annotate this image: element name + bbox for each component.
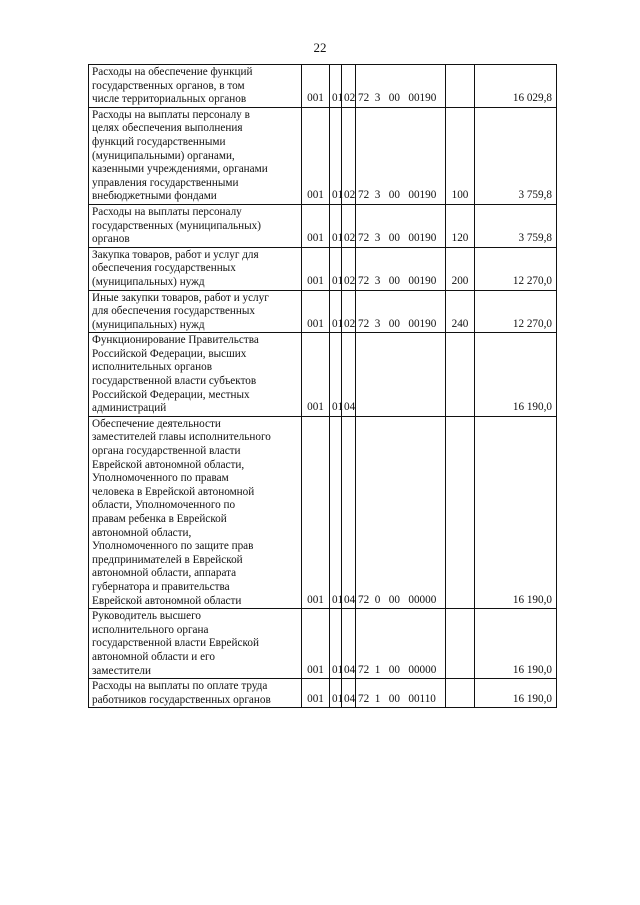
row-expense-type [446, 416, 475, 608]
row-amount: 3 759,8 [475, 107, 557, 204]
row-ministry-code: 001 [302, 333, 330, 417]
row-ministry-code: 001 [302, 290, 330, 333]
row-description [89, 416, 302, 608]
table-row [89, 333, 557, 417]
row-target-text: 72 1 00 00000 [358, 663, 437, 676]
row-target-article [356, 416, 446, 608]
row-subsection-code: 02 [342, 290, 356, 333]
page-number: 22 [313, 40, 327, 55]
row-target-article [356, 107, 446, 204]
row-description [89, 204, 302, 247]
row-expense-type [446, 65, 475, 108]
row-description [89, 609, 302, 679]
row-description-text: Закупка товаров, работ и услуг для обеспечения государственных (муниципальных) нужд [92, 248, 259, 288]
row-expense-type: 100 [446, 107, 475, 204]
row-section-code: 01 [330, 107, 342, 204]
row-ministry-code: 001 [302, 204, 330, 247]
row-description-text: Расходы на выплаты персоналу государственных (муниципальных) органов [92, 205, 261, 246]
budget-table [88, 64, 557, 708]
row-description-text: Расходы на выплаты персоналу в целях обеспечения выполнения функций государственными (муниципальными) органами, казенными учреждениями, органами управления государственными внебюджетными фондами [92, 108, 268, 203]
row-ministry-code: 001 [302, 679, 330, 708]
row-ministry-code: 001 [302, 247, 330, 290]
row-description-text: Иные закупки товаров, работ и услуг для обеспечения государственных (муниципальных) нужд [92, 291, 269, 331]
row-target-text: 72 3 00 00190 [358, 189, 437, 202]
table-row [89, 679, 557, 708]
table-row [89, 204, 557, 247]
row-expense-type [446, 679, 475, 708]
row-target-article [356, 679, 446, 708]
table-row [89, 416, 557, 608]
table-row [89, 65, 557, 108]
row-target-article [356, 247, 446, 290]
row-amount: 16 190,0 [475, 679, 557, 708]
row-expense-type: 240 [446, 290, 475, 333]
table-row [89, 609, 557, 679]
row-ministry-code: 001 [302, 65, 330, 108]
row-subsection-code: 04 [342, 416, 356, 608]
row-section-code: 01 [330, 609, 342, 679]
row-expense-type [446, 609, 475, 679]
row-section-code: 01 [330, 204, 342, 247]
row-subsection-code: 04 [342, 333, 356, 417]
row-description [89, 107, 302, 204]
row-section-code: 01 [330, 333, 342, 417]
row-target-text: 72 0 00 00000 [358, 593, 437, 606]
row-expense-type: 120 [446, 204, 475, 247]
row-ministry-code: 001 [302, 609, 330, 679]
row-expense-type [446, 333, 475, 417]
row-target-text: 72 3 00 00190 [358, 274, 437, 287]
row-subsection-code: 04 [342, 679, 356, 708]
row-amount: 12 270,0 [475, 290, 557, 333]
row-target-article [356, 65, 446, 108]
row-target-text: 72 3 00 00190 [358, 232, 437, 245]
table-row [89, 290, 557, 333]
row-description-text: Расходы на обеспечение функций государственных органов, в том числе территориальных органов [92, 66, 253, 106]
row-description-text: Руководитель высшего исполнительного органа государственной власти Еврейской автономной области и его заместители [92, 610, 259, 677]
row-description [89, 333, 302, 417]
row-description-text: Функционирование Правительства Российской Федерации, высших исполнительных органов государственной власти субъектов Российской Федерации, местных администраций [92, 334, 259, 415]
row-subsection-code: 02 [342, 247, 356, 290]
row-subsection-code: 02 [342, 65, 356, 108]
row-amount: 16 190,0 [475, 609, 557, 679]
row-ministry-code: 001 [302, 107, 330, 204]
row-subsection-code: 02 [342, 204, 356, 247]
row-amount: 3 759,8 [475, 204, 557, 247]
row-ministry-code: 001 [302, 416, 330, 608]
row-target-article [356, 290, 446, 333]
row-subsection-code: 04 [342, 609, 356, 679]
row-amount: 16 190,0 [475, 333, 557, 417]
row-target-text: 72 1 00 00110 [358, 692, 436, 705]
row-description [89, 247, 302, 290]
row-target-text: 72 3 00 00190 [358, 317, 437, 330]
row-section-code: 01 [330, 65, 342, 108]
row-description [89, 290, 302, 333]
row-expense-type: 200 [446, 247, 475, 290]
row-target-article [356, 333, 446, 417]
row-description-text: Обеспечение деятельности заместителей главы исполнительного органа государственной власти Еврейской автономной области, Уполномоченного по правам человека в Еврейской автономной области, Уполномоченного по правам ребенка в Еврейской автономной области, Уполномоченного по защите прав предпринимателей в Еврейской автономной области, аппарата губернатора и правительства Еврейской автономной области [92, 417, 271, 607]
row-amount: 16 190,0 [475, 416, 557, 608]
row-target-text: 72 3 00 00190 [358, 92, 437, 105]
row-section-code: 01 [330, 679, 342, 708]
row-description-text: Расходы на выплаты по оплате труда работников государственных органов [92, 680, 271, 706]
row-description [89, 65, 302, 108]
table-row [89, 247, 557, 290]
table-row [89, 107, 557, 204]
row-amount: 16 029,8 [475, 65, 557, 108]
row-target-article [356, 204, 446, 247]
row-amount: 12 270,0 [475, 247, 557, 290]
row-subsection-code: 02 [342, 107, 356, 204]
row-section-code: 01 [330, 290, 342, 333]
row-target-article [356, 609, 446, 679]
row-section-code: 01 [330, 247, 342, 290]
row-section-code: 01 [330, 416, 342, 608]
row-description [89, 679, 302, 708]
